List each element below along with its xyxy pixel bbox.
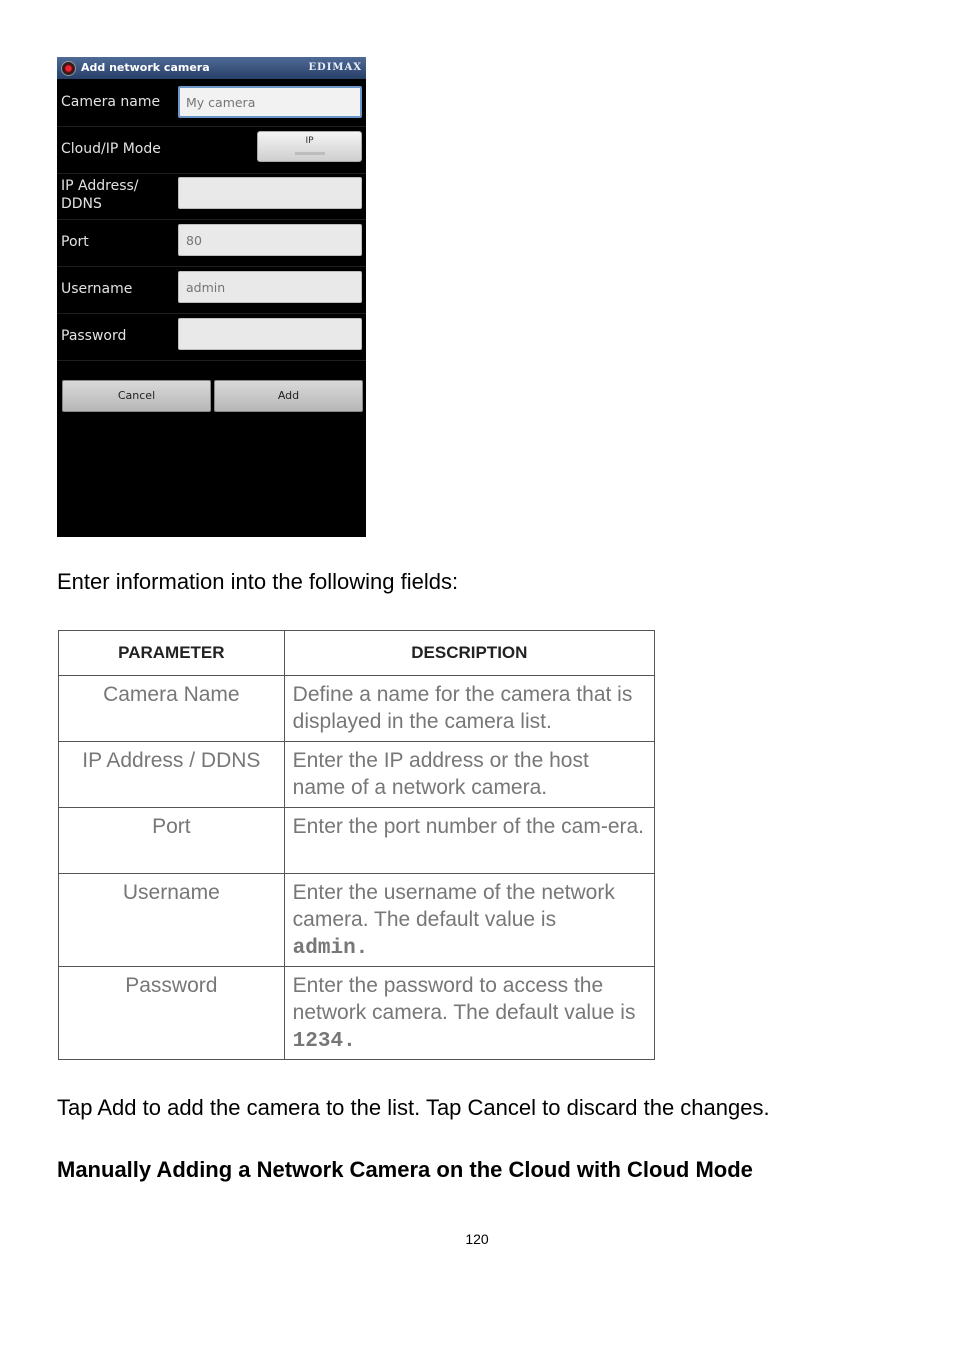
table-header-row <box>59 631 655 676</box>
table-row <box>59 742 655 808</box>
port-row <box>57 219 366 267</box>
mode-label: Cloud/IP Mode <box>61 141 161 157</box>
table-row <box>59 808 655 874</box>
camera-name-row <box>57 79 366 127</box>
port-label: Port <box>61 234 89 250</box>
ip-address-row <box>57 173 366 220</box>
app-title-bar <box>57 57 366 79</box>
camera-app-icon <box>61 61 76 76</box>
parameter-cell: Username <box>59 874 285 967</box>
description-cell <box>284 742 654 808</box>
parameter-header: PARAMETER <box>59 631 285 676</box>
description-cell <box>284 874 654 967</box>
description-text: Enter the port number of the cam-era. <box>292 815 645 838</box>
app-title: Add network camera <box>81 61 210 74</box>
cloud-ip-mode-toggle[interactable] <box>257 131 362 162</box>
description-cell <box>284 676 654 742</box>
parameter-cell: Port <box>59 808 285 874</box>
description-text: Enter the username of the network camera. The default value is <box>292 881 615 931</box>
description-cell <box>284 967 654 1060</box>
ip-address-label-line1: IP Address/ <box>61 178 139 194</box>
ip-address-label-line2: DDNS <box>61 196 102 212</box>
username-label: Username <box>61 281 133 297</box>
username-input[interactable] <box>178 271 362 303</box>
toggle-indicator <box>295 152 325 155</box>
password-row <box>57 313 366 361</box>
default-value-code: admin. <box>292 937 369 960</box>
app-screenshot <box>57 57 366 537</box>
table-row <box>59 874 655 967</box>
password-input[interactable] <box>178 318 362 350</box>
username-row <box>57 266 366 314</box>
table-row <box>59 967 655 1060</box>
parameter-table <box>58 630 655 1060</box>
password-label: Password <box>61 328 127 344</box>
intro-text: Enter information into the following fields: <box>57 569 459 594</box>
parameter-cell: Camera Name <box>59 676 285 742</box>
description-text: Enter the password to access the network camera. The default value is <box>292 974 636 1024</box>
cancel-button[interactable]: Cancel <box>62 380 211 412</box>
add-button[interactable]: Add <box>214 380 363 412</box>
camera-name-input[interactable] <box>178 86 362 118</box>
section-heading: Manually Adding a Network Camera on the Cloud with Cloud Mode <box>57 1157 753 1182</box>
outro-text: Tap Add to add the camera to the list. Tap Cancel to discard the changes. <box>57 1095 770 1120</box>
parameter-cell: Password <box>59 967 285 1060</box>
mode-toggle-label: IP <box>305 136 314 146</box>
description-cell <box>284 808 654 874</box>
parameter-cell: IP Address / DDNS <box>59 742 285 808</box>
port-input[interactable] <box>178 224 362 256</box>
edimax-logo: EDIMAX <box>308 62 362 73</box>
ip-address-input[interactable] <box>178 177 362 209</box>
description-header: DESCRIPTION <box>284 631 654 676</box>
description-text: Define a name for the camera that is displayed in the camera list. <box>292 683 633 733</box>
camera-name-label: Camera name <box>61 94 161 110</box>
default-value-code: 1234. <box>292 1030 356 1053</box>
table-row <box>59 676 655 742</box>
page-number: 120 <box>465 1231 489 1247</box>
description-text: Enter the IP address or the host name of a network camera. <box>292 749 589 799</box>
